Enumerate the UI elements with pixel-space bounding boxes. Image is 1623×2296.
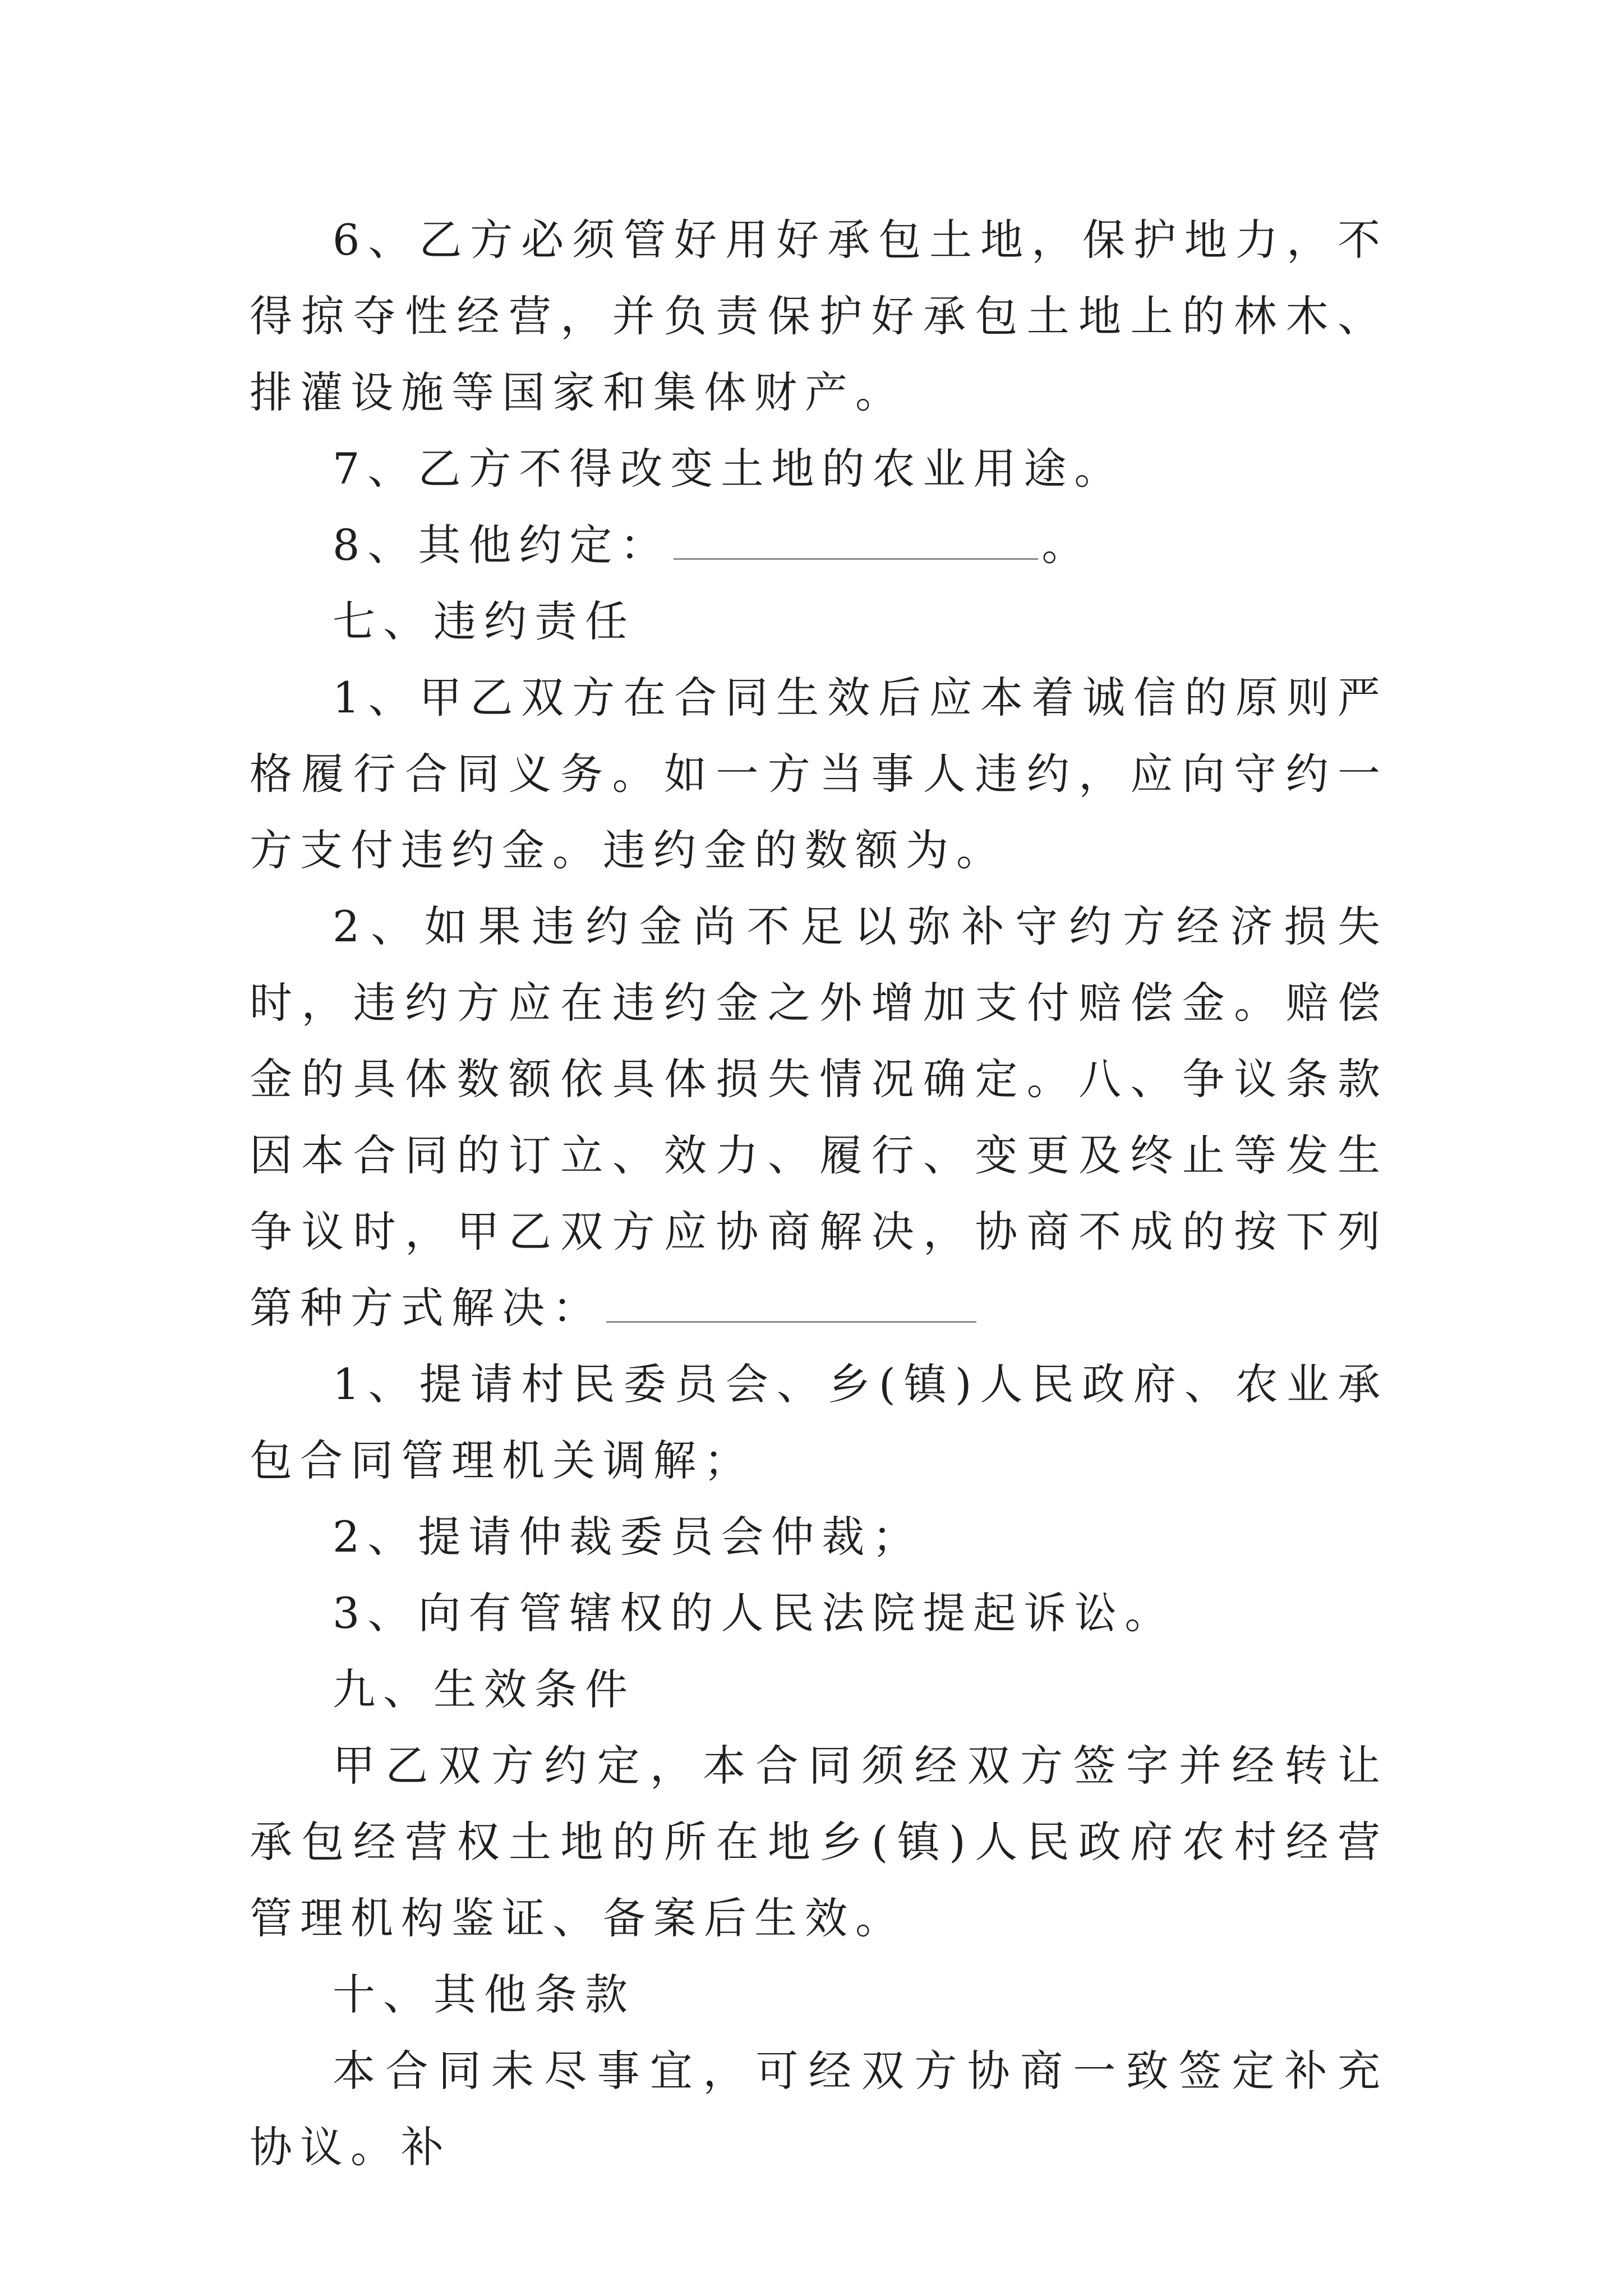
dispute-option-2: 2、提请仲裁委员会仲裁； [333, 1512, 923, 1562]
clause-8-end: 。 [1041, 520, 1092, 570]
clause-8-label: 8、其他约定： [333, 520, 671, 570]
dispute-option-1: 1、提请村民委员会、乡(镇)人民政府、农业承包合同管理机关调解； [250, 1359, 1388, 1485]
effect-clause: 甲乙双方约定，本合同须经双方签字并经转让承包经营权土地的所在地乡(镇)人民政府农村经营管理机构鉴证、备案后生效。 [250, 1741, 1388, 1943]
contract-body [250, 202, 1388, 2185]
section-heading-effect: 九、生效条件 [333, 1664, 635, 1714]
section-heading-other: 十、其他条款 [333, 1970, 635, 2019]
blank-line-dispute-method [606, 1287, 976, 1323]
blank-line-other-terms [674, 524, 1038, 560]
other-clause: 本合同未尽事宜，可经双方协商一致签定补充协议。补 [250, 2046, 1388, 2172]
section-heading-breach: 七、违约责任 [333, 596, 635, 646]
clause-7: 7、乙方不得改变土地的农业用途。 [333, 444, 1125, 494]
breach-clause-2 [250, 889, 1388, 1346]
dispute-option-3: 3、向有管辖权的人民法院提起诉讼。 [333, 1588, 1175, 1638]
clause-8 [250, 507, 1388, 583]
breach-clause-2-text: 2、如果违约金尚不足以弥补守约方经济损失时，违约方应在违约金之外增加支付赔偿金。赔偿金的具体数额依具体损失情况确定。八、争议条款因本合同的订立、效力、履行、变更及终止等发生争议时，甲乙双方应协商解决，协商不成的按下列第种方式解决： [250, 901, 1388, 1333]
breach-clause-1: 1、甲乙双方在合同生效后应本着诚信的原则严格履行合同义务。如一方当事人违约，应向守约一方支付违约金。违约金的数额为。 [250, 673, 1388, 875]
clause-6: 6、乙方必须管好用好承包土地，保护地力，不得掠夺性经营，并负责保护好承包土地上的林木、排灌设施等国家和集体财产。 [250, 215, 1388, 417]
